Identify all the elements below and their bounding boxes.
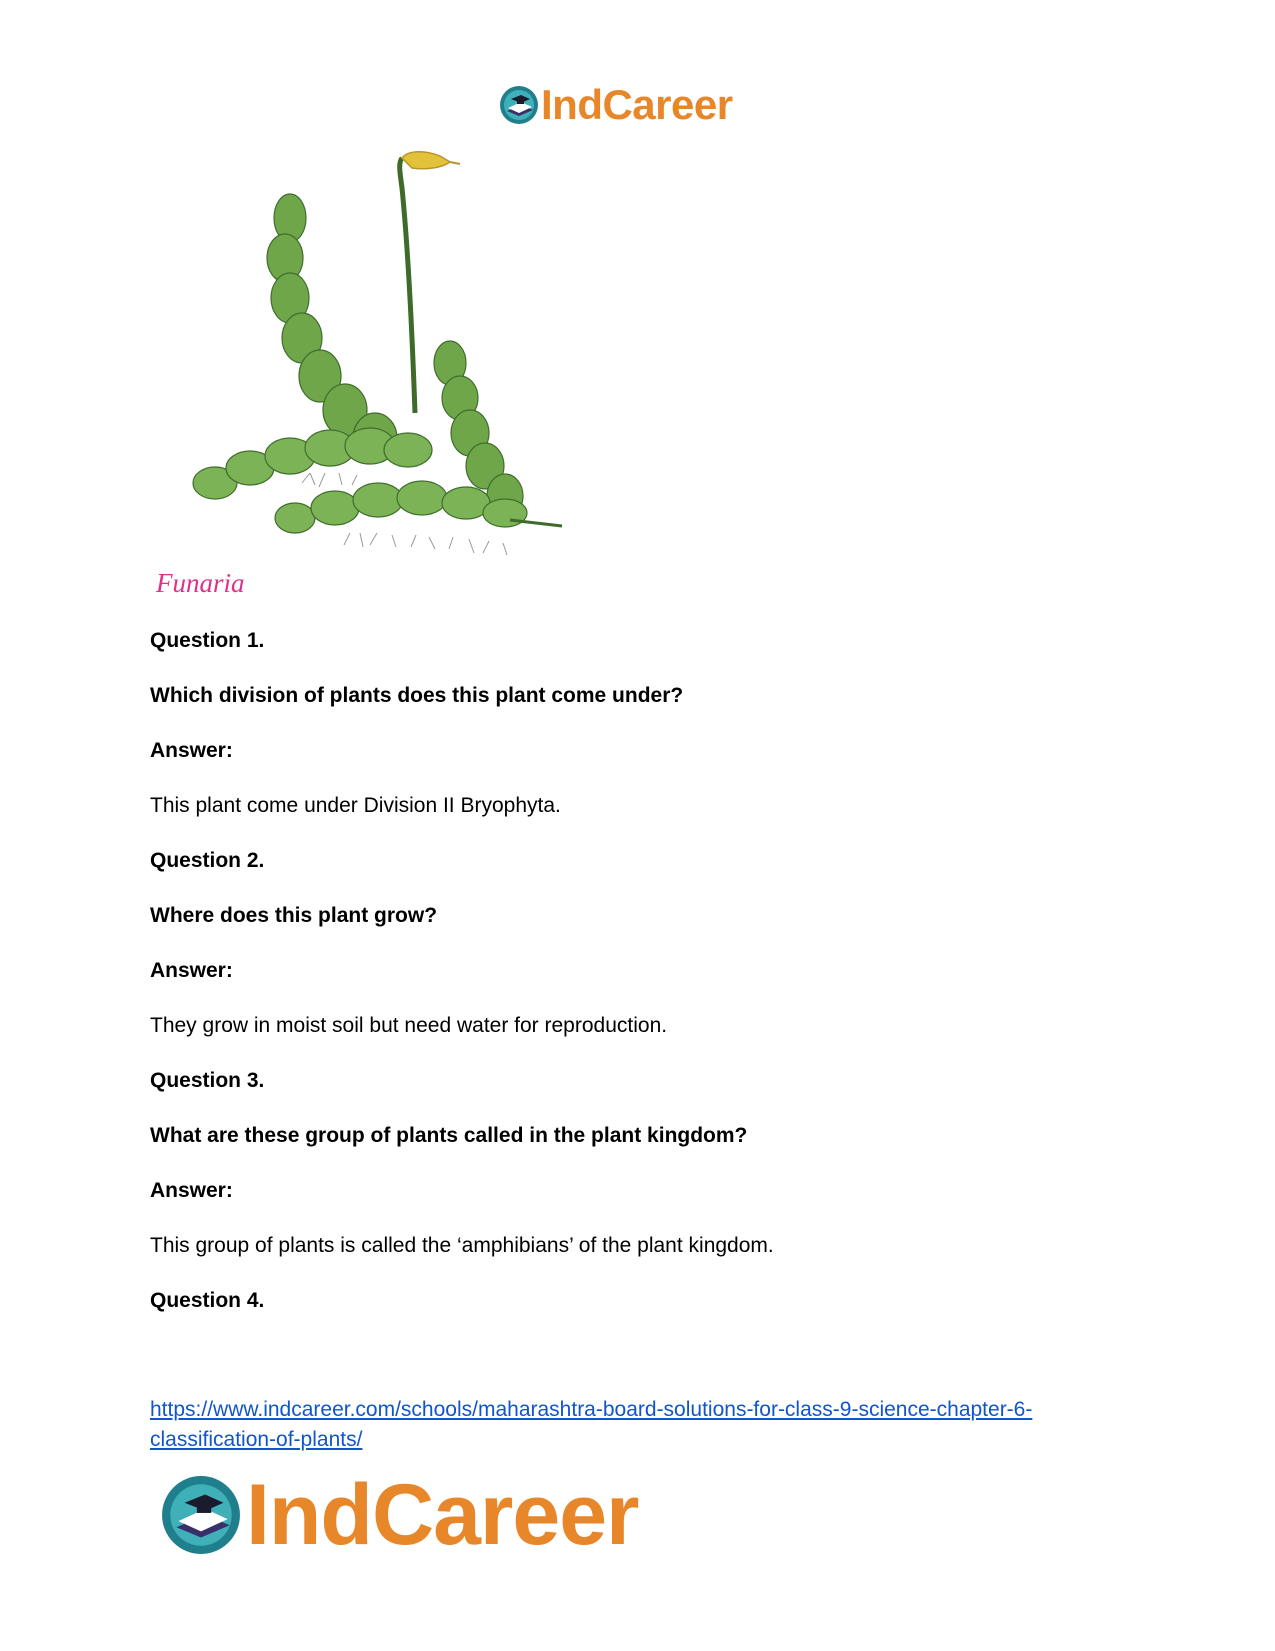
question-2-label: Question 2. [150,849,265,872]
answer-1-label: Answer: [150,739,233,762]
answer-3-label: Answer: [150,1179,233,1202]
logo-text: IndCareer [246,1467,639,1563]
figure-caption: Funaria [156,568,245,598]
answer-2-label: Answer: [150,959,233,982]
question-4-label: Question 4. [150,1289,265,1312]
answer-2-text: They grow in moist soil but need water for reproduction. [150,1014,668,1037]
logo-text: IndCareer [541,81,733,128]
question-1-text: Which division of plants does this plant come under? [150,684,684,707]
source-link[interactable]: https://www.indcareer.com/schools/maharashtra-board-solutions-for-class-9-science-chapter-6-classification-of-plants/ [150,1398,1033,1451]
globe-book-icon [160,1474,242,1556]
globe-book-icon [499,85,539,125]
question-1-label: Question 1. [150,629,265,652]
footer-logo [160,1467,639,1563]
question-3-text: What are these group of plants called in the plant kingdom? [150,1124,748,1147]
moss-plant-illustration [150,148,610,608]
question-2-text: Where does this plant grow? [150,904,438,927]
header-logo [499,80,733,130]
answer-3-text: This group of plants is called the ‘amphibians’ of the plant kingdom. [150,1234,774,1257]
question-3-label: Question 3. [150,1069,265,1092]
qa-content [150,628,1130,1343]
answer-1-text: This plant come under Division II Bryophyta. [150,794,561,817]
